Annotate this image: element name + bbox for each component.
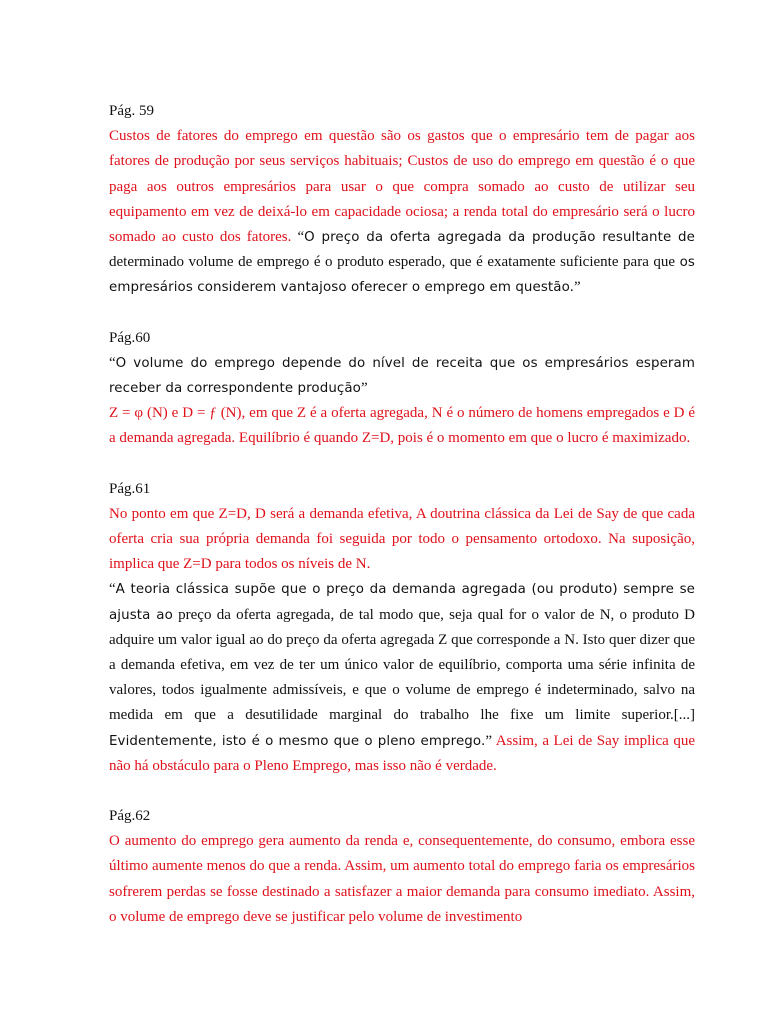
document-page (109, 99, 695, 955)
quote-text: os empresários considerem vantajoso oferecer o emprego em questão. (109, 255, 695, 296)
quote-text: A teoria clássica supõe que o preço da demanda agregada (ou produto) sempre se ajusta ao (109, 582, 695, 623)
red-paragraph: No ponto em que Z=D, D será a demanda efetiva, A doutrina clássica da Lei de Say de que cada oferta cria sua própria demanda foi seguida por todo o pensamento ortodoxo. Na suposição, implica que Z=D para todos os níveis de N. (109, 505, 695, 573)
quote-paragraph (109, 577, 695, 779)
page-label: Pág.61 (109, 480, 151, 497)
red-text: Custos de fatores do emprego em questão são os gastos que o empresário tem de pagar aos fatores de produção por seus serviços habituais; Custos de uso do emprego em questão é o que paga aos outros empresários para usar o que compra somado ao custo de utilizar seu equipamento em vez de deixá-lo em capacidade ociosa; a renda total do empresário será o lucro somado ao custo dos fatores. (109, 128, 695, 246)
section-pag-62 (109, 804, 695, 930)
quote-mark: ” (485, 732, 492, 749)
quote-mark: ” (360, 380, 368, 397)
quote-text: O preço da oferta agregada da produção resultante de (304, 230, 695, 246)
quote-text: O volume do emprego depende do nível de receita que os empresários esperam receber da correspondente produção (109, 355, 695, 397)
red-paragraph: O aumento do emprego gera aumento da renda e, consequentemente, do consumo, embora esse último aumente menos do que a renda. Assim, um aumento total do emprego faria os empresários sofrerem perdas se fosse destinado a satisfazer a maior demanda para consumo imediato. Assim, o volume de emprego deve se justificar pelo volume de investimento (109, 833, 695, 925)
section-pag-59 (109, 99, 695, 301)
quote-mark: “ (291, 229, 305, 246)
quote-text: determinado volume de emprego é o produto esperado, que é exatamente suficiente para que (109, 254, 680, 271)
quote-mark: “ (109, 354, 116, 371)
section-pag-60 (109, 326, 695, 452)
quote-text: Evidentemente, isto é o mesmo que o pleno emprego. (109, 733, 486, 749)
page-label: Pág. 59 (109, 103, 154, 119)
quote-paragraph (109, 351, 695, 401)
quote-text: preço da oferta agregada, de tal modo que, seja qual for o valor de N, o produto D adquire um valor igual ao do preço da oferta agregada Z que corresponde a N. Isto quer dizer que a demanda efetiva, em vez de ter um único valor de equilíbrio, comporta uma série infinita de valores, todos igualmente admissíveis, e que o volume de emprego é indeterminado, salvo na medida em que a desutilidade marginal do trabalho lhe fixe um limite superior.[...] (109, 606, 696, 724)
quote-mark: ” (574, 279, 581, 296)
page-label: Pág.60 (109, 329, 151, 346)
red-text: Assim, a Lei de Say implica que não há obstáculo para o Pleno Emprego, mas isso não é verdade. (109, 732, 696, 774)
red-paragraph: Z = φ (N) e D = ƒ (N), em que Z é a oferta agregada, N é o número de homens empregados e D é a demanda agregada. Equilíbrio é quando Z=D, pois é o momento em que o lucro é maximizado. (109, 405, 695, 447)
paragraph (109, 124, 695, 300)
quote-mark: “ (109, 581, 116, 598)
section-pag-61 (109, 477, 695, 779)
page-label: Pág.62 (109, 808, 151, 825)
